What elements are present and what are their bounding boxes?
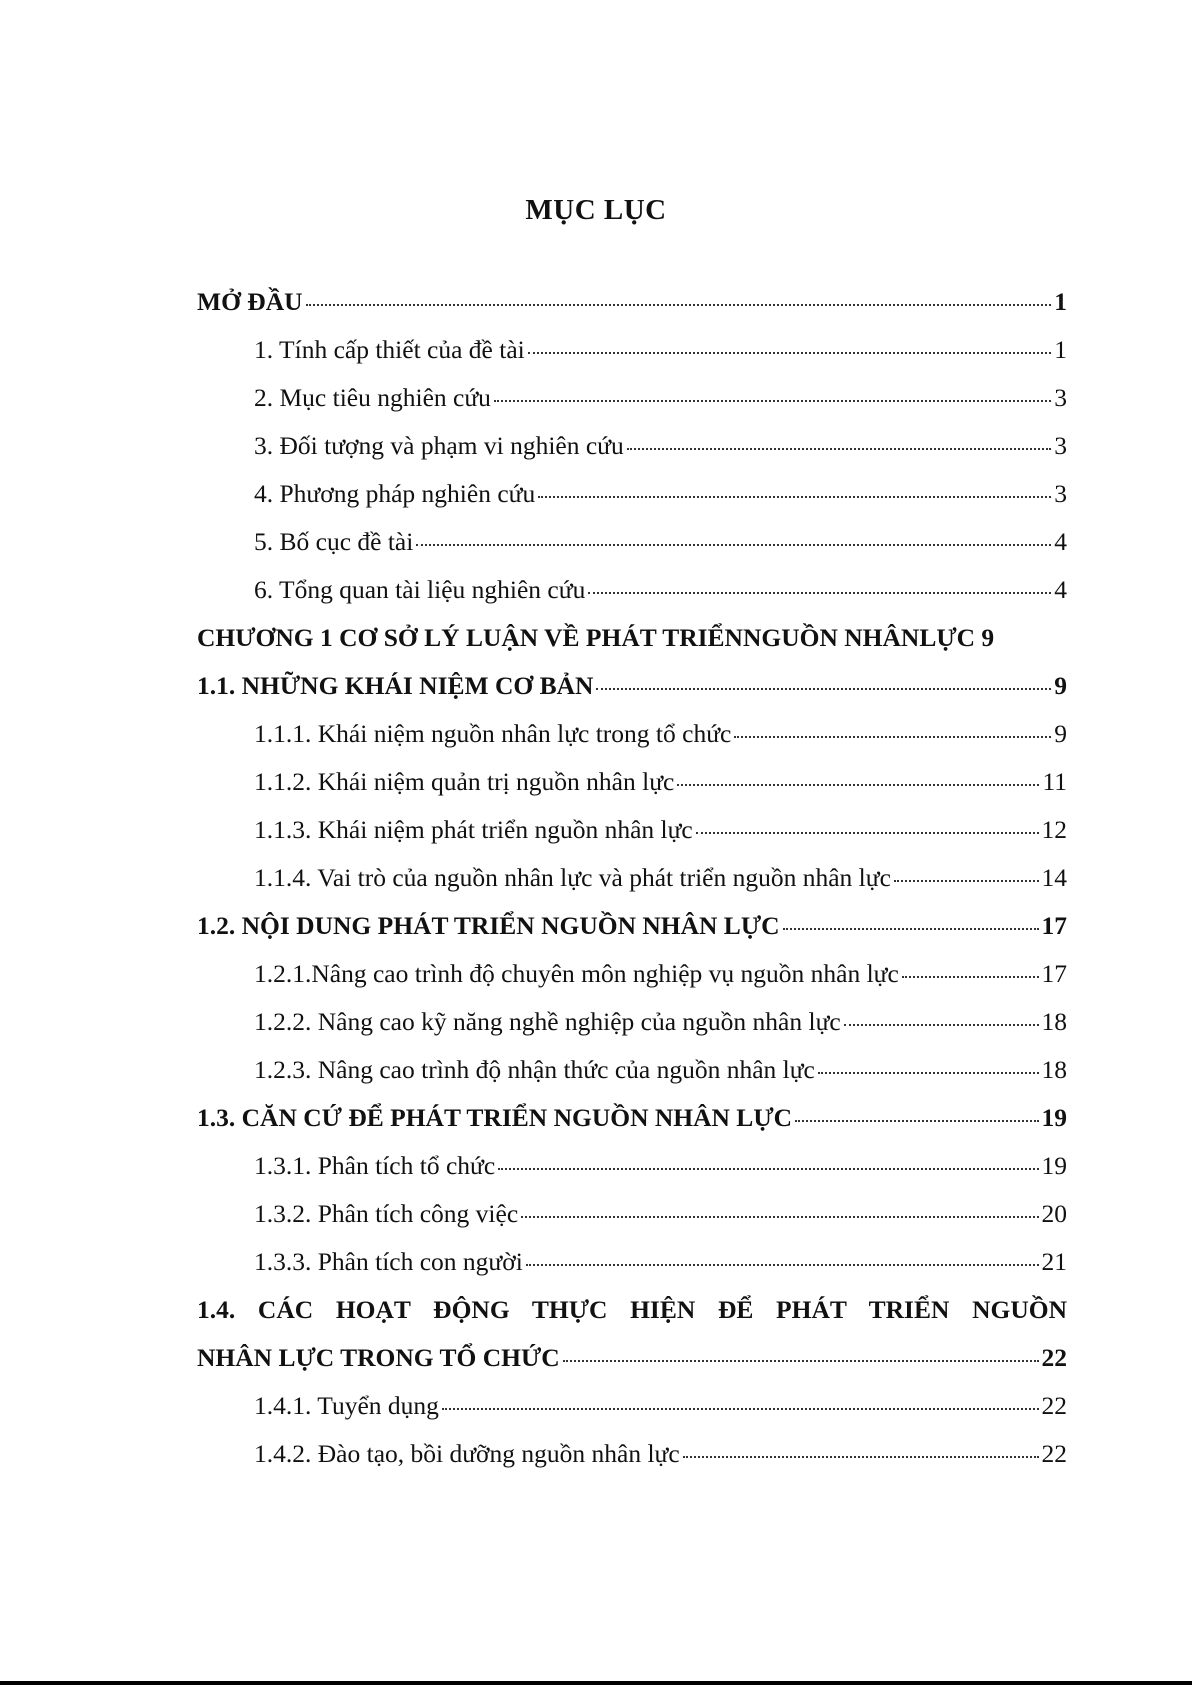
- toc-chapter-heading[interactable]: [197, 614, 1067, 662]
- toc-entry[interactable]: [197, 422, 1067, 470]
- toc-entry-page: 14: [1041, 863, 1067, 892]
- toc-entry-label: 1.3.2. Phân tích công việc: [254, 1199, 519, 1228]
- dot-leader: [894, 880, 1039, 882]
- toc-entry[interactable]: [197, 1334, 1067, 1382]
- toc-entry-label: 1. Tính cấp thiết của đề tài: [254, 335, 525, 364]
- dot-leader: [596, 688, 1051, 690]
- dot-leader: [494, 400, 1051, 402]
- toc-title: MỤC LỤC: [525, 194, 667, 226]
- toc-entry-page: 9: [1054, 719, 1067, 748]
- dot-leader: [521, 1216, 1038, 1218]
- toc-entry-label: 1.1.3. Khái niệm phát triển nguồn nhân lực: [254, 815, 693, 844]
- toc-entry[interactable]: [197, 854, 1067, 902]
- toc-entry[interactable]: [197, 470, 1067, 518]
- toc-entry-label: 1.1.4. Vai trò của nguồn nhân lực và phát triển nguồn nhân lực: [254, 863, 891, 892]
- toc-entry[interactable]: [197, 662, 1067, 710]
- toc-entry-page: 18: [1041, 1055, 1067, 1084]
- toc-entry-page: 22: [1041, 1391, 1067, 1420]
- dot-leader: [783, 928, 1039, 930]
- toc-entry[interactable]: [197, 374, 1067, 422]
- dot-leader: [902, 976, 1039, 978]
- toc-entry-label: 1.2.3. Nâng cao trình độ nhận thức của nguồn nhân lực: [254, 1055, 815, 1084]
- toc-entry-label: 5. Bố cục đề tài: [254, 527, 414, 556]
- toc-entry[interactable]: [197, 1142, 1067, 1190]
- dot-leader: [696, 832, 1039, 834]
- toc-entry[interactable]: [197, 1046, 1067, 1094]
- table-of-contents: [197, 278, 1067, 1478]
- dot-leader: [795, 1120, 1038, 1122]
- toc-entry-label: 6. Tổng quan tài liệu nghiên cứu: [254, 575, 586, 604]
- toc-entry[interactable]: [197, 518, 1067, 566]
- toc-entry-page: 20: [1041, 1199, 1067, 1228]
- toc-entry-page: 1: [1054, 335, 1067, 364]
- toc-entry-label: 1.4. CÁC HOẠT ĐỘNG THỰC HIỆN ĐỂ PHÁT TRIỂN NGUỒN: [197, 1295, 1067, 1324]
- toc-entry-label: 1.4.1. Tuyển dụng: [254, 1391, 439, 1420]
- toc-entry-label: 3. Đối tượng và phạm vi nghiên cứu: [254, 431, 624, 460]
- toc-entry-wrapped-line[interactable]: [197, 1286, 1067, 1334]
- toc-entry-page: 4: [1054, 575, 1067, 604]
- toc-entry[interactable]: [197, 902, 1067, 950]
- toc-entry-label: 1.2.1.Nâng cao trình độ chuyên môn nghiệp vụ nguồn nhân lực: [254, 959, 899, 988]
- toc-entry[interactable]: [197, 1238, 1067, 1286]
- toc-entry-page: 3: [1054, 479, 1067, 508]
- toc-entry-page: 17: [1041, 911, 1067, 940]
- toc-entry-label: 1.1. NHỮNG KHÁI NIỆM CƠ BẢN: [197, 671, 594, 700]
- toc-entry-label: 1.1.2. Khái niệm quản trị nguồn nhân lực: [254, 767, 675, 796]
- toc-entry-page: 9: [1054, 671, 1067, 700]
- toc-entry[interactable]: [197, 710, 1067, 758]
- toc-entry-label: NHÂN LỰC TRONG TỔ CHỨC: [197, 1343, 560, 1372]
- toc-entry-page: 22: [1041, 1439, 1067, 1468]
- toc-entry[interactable]: [197, 278, 1067, 326]
- toc-entry[interactable]: [197, 1094, 1067, 1142]
- toc-entry[interactable]: [197, 566, 1067, 614]
- toc-entry-page: 12: [1041, 815, 1067, 844]
- dot-leader: [538, 496, 1051, 498]
- toc-entry[interactable]: [197, 806, 1067, 854]
- toc-entry[interactable]: [197, 326, 1067, 374]
- dot-leader: [442, 1408, 1039, 1410]
- dot-leader: [528, 352, 1052, 354]
- toc-entry-label: CHƯƠNG 1 CƠ SỞ LÝ LUẬN VỀ PHÁT TRIỂNNGUỒN NHÂNLỰC 9: [197, 623, 995, 652]
- toc-entry-page: 3: [1054, 431, 1067, 460]
- toc-entry-page: 21: [1041, 1247, 1067, 1276]
- toc-entry-label: 1.3. CĂN CỨ ĐỂ PHÁT TRIỂN NGUỒN NHÂN LỰC: [197, 1103, 793, 1132]
- dot-leader: [627, 448, 1052, 450]
- toc-entry[interactable]: [197, 1430, 1067, 1478]
- dot-leader: [498, 1168, 1038, 1170]
- dot-leader: [306, 304, 1052, 306]
- dot-leader: [563, 1360, 1039, 1362]
- toc-entry-label: MỞ ĐẦU: [197, 287, 303, 316]
- toc-entry-label: 1.3.1. Phân tích tổ chức: [254, 1151, 496, 1180]
- dot-leader: [588, 592, 1051, 594]
- toc-entry[interactable]: [197, 1190, 1067, 1238]
- toc-entry-page: 17: [1041, 959, 1067, 988]
- toc-entry[interactable]: [197, 998, 1067, 1046]
- toc-entry[interactable]: [197, 758, 1067, 806]
- toc-entry-page: 1: [1054, 287, 1067, 316]
- dot-leader: [526, 1264, 1039, 1266]
- dot-leader: [416, 544, 1051, 546]
- dot-leader: [683, 1456, 1039, 1458]
- bottom-border-line: [0, 1681, 1192, 1685]
- toc-entry-label: 1.1.1. Khái niệm nguồn nhân lực trong tổ chức: [254, 719, 732, 748]
- toc-entry-label: 1.2. NỘI DUNG PHÁT TRIỂN NGUỒN NHÂN LỰC: [197, 911, 780, 940]
- toc-entry[interactable]: [197, 1382, 1067, 1430]
- dot-leader: [677, 784, 1039, 786]
- toc-entry-page: 19: [1041, 1103, 1067, 1132]
- toc-entry-page: 4: [1054, 527, 1067, 556]
- toc-entry-page: 18: [1041, 1007, 1067, 1036]
- toc-entry[interactable]: [197, 950, 1067, 998]
- toc-entry-page: 3: [1054, 383, 1067, 412]
- toc-entry-page: 19: [1041, 1151, 1067, 1180]
- dot-leader: [844, 1024, 1039, 1026]
- toc-entry-label: 1.2.2. Nâng cao kỹ năng nghề nghiệp của nguồn nhân lực: [254, 1007, 841, 1036]
- toc-entry-label: 1.4.2. Đào tạo, bồi dưỡng nguồn nhân lực: [254, 1439, 680, 1468]
- toc-entry-label: 2. Mục tiêu nghiên cứu: [254, 383, 491, 412]
- dot-leader: [818, 1072, 1039, 1074]
- toc-entry-page: 22: [1041, 1343, 1067, 1372]
- toc-entry-label: 4. Phương pháp nghiên cứu: [254, 479, 536, 508]
- dot-leader: [734, 736, 1051, 738]
- toc-entry-page: 11: [1042, 767, 1067, 796]
- toc-entry-label: 1.3.3. Phân tích con người: [254, 1247, 523, 1276]
